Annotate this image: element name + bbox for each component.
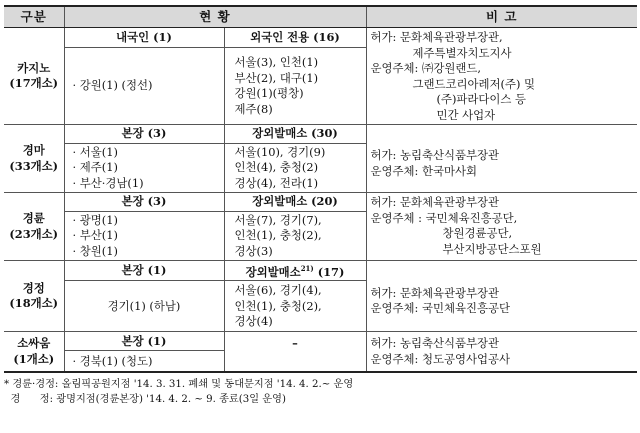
cycle-left-head: 본장 (3) [64,193,224,212]
category-count: (17개소) [9,76,59,90]
remark-line: 운영주체: 국민체육진흥공단 [370,301,511,316]
list-item: 경기(1) (하남) [107,298,181,313]
casino-remarks [366,28,637,125]
list-item: · 경북(1) (청도) [72,353,153,368]
casino-left-items [64,48,224,125]
casino-right-head: 외국인 전용 (16) [224,28,366,48]
list-item: 경상(4) [234,314,273,329]
list-item: 경상(3) [234,243,273,258]
bull-right-cell: – [224,332,366,373]
table-row-cycle [4,193,637,212]
list-item: 서울(6), 경기(4), [234,283,322,298]
list-item: · 제주(1) [72,160,118,175]
boat-right-head-count: (17) [313,264,345,279]
bull-left-items [64,351,224,373]
boat-left-items [64,281,224,332]
remark-line: 허가: 문화체육관광부장관, [370,30,503,44]
cycle-right-items [224,212,366,261]
remark-line: (주)파라다이스 등 [436,92,527,106]
footnote-marker: 21) [300,264,314,273]
remark-line: 운영주체: ㈜강원랜드, [370,61,482,75]
category-name: 경륜 [22,211,45,225]
category-count: (23개소) [9,226,59,241]
gambling-facilities-table [4,5,637,373]
remark-line: 민간 사업자 [436,107,496,122]
list-item: 서울(7), 경기(7), [234,212,322,227]
table-row-boat [4,261,637,281]
category-name: 경마 [22,143,45,157]
footnote-line: * 경륜·경정: 올림픽공원지점 '14. 3. 31. 폐쇄 및 동대문지점 '14. 4. 2.~ 운영 [4,379,354,391]
category-cell-cycle [4,193,64,261]
list-item: 인천(4), 충청(2) [234,160,319,175]
remark-line: 운영주체: 청도공영사업공사 [370,351,511,366]
boat-right-items [224,281,366,332]
table-row-horse [4,125,637,144]
list-item: 강원(1)(평창) [234,86,304,100]
list-item: 제주(8) [234,101,273,116]
footnote-line: 경 정: 광명지점(경륜본장) '14. 4. 2. ~ 9. 종료(3일 운영) [4,394,286,406]
list-item: 부산(2), 대구(1) [234,70,319,85]
list-item: · 강원(1) (정선) [72,78,153,93]
list-item: · 부산·경남(1) [72,175,144,190]
category-name: 소싸움 [17,336,51,351]
list-item: 인천(1), 충청(2), [234,228,322,243]
gambling-facilities-table-wrap [4,5,637,407]
bull-left-head: 본장 (1) [64,332,224,351]
horse-remarks [366,125,637,193]
bull-remarks [366,332,637,373]
remark-line: 그랜드코리아레저(주) 및 [412,76,536,91]
horse-left-items [64,144,224,193]
category-cell-bull [4,332,64,373]
remark-line: 부산지방공단스포원 [442,241,542,256]
list-item: · 광명(1) [72,212,118,227]
category-cell-horse [4,125,64,193]
cycle-left-items [64,212,224,261]
remark-line: 운영주체: 한국마사회 [370,163,478,178]
list-item: · 서울(1) [72,144,118,159]
category-count: (1개소) [13,351,55,366]
horse-left-head: 본장 (3) [64,125,224,144]
remark-line: 허가: 문화체육관광부장관 [370,195,500,209]
horse-right-items [224,144,366,193]
remark-line: 허가: 문화체육관광부장관 [370,285,500,300]
header-remarks: 비 고 [366,6,637,28]
category-name: 카지노 [17,60,51,75]
table-row-casino [4,28,637,48]
list-item: · 창원(1) [72,243,118,258]
casino-left-head: 내국인 (1) [64,28,224,48]
header-status: 현 황 [64,6,366,28]
category-cell-boat [4,261,64,332]
remark-line: 허가: 농림축산식품부장관 [370,148,500,162]
category-cell-casino [4,28,64,125]
footnotes [4,377,637,407]
table-header-row [4,6,637,28]
horse-right-head: 장외발매소 (30) [224,125,366,144]
boat-remarks [366,261,637,332]
list-item: 경상(4), 전라(1) [234,175,319,190]
list-item: 인천(1), 충청(2), [234,298,322,313]
list-item: 서울(10), 경기(9) [234,144,326,159]
remark-line: 운영주체 : 국민체육진흥공단, [370,210,518,225]
category-count: (33개소) [9,158,59,173]
boat-right-head [224,261,366,281]
remark-line: 창원경륜공단, [442,226,513,240]
list-item: · 부산(1) [72,228,118,243]
table-row-bull [4,332,637,351]
category-count: (18개소) [9,296,59,311]
casino-right-items [224,48,366,125]
category-name: 경정 [22,280,45,295]
cycle-right-head: 장외발매소 (20) [224,193,366,212]
boat-left-head: 본장 (1) [64,261,224,281]
remark-line: 허가: 농림축산식품부장관 [370,336,500,351]
cycle-remarks [366,193,637,261]
header-category: 구분 [4,6,64,28]
boat-right-head-text: 장외발매소 [245,264,301,279]
remark-line: 제주특별자치도지사 [412,45,512,60]
list-item: 서울(3), 인천(1) [234,55,319,69]
